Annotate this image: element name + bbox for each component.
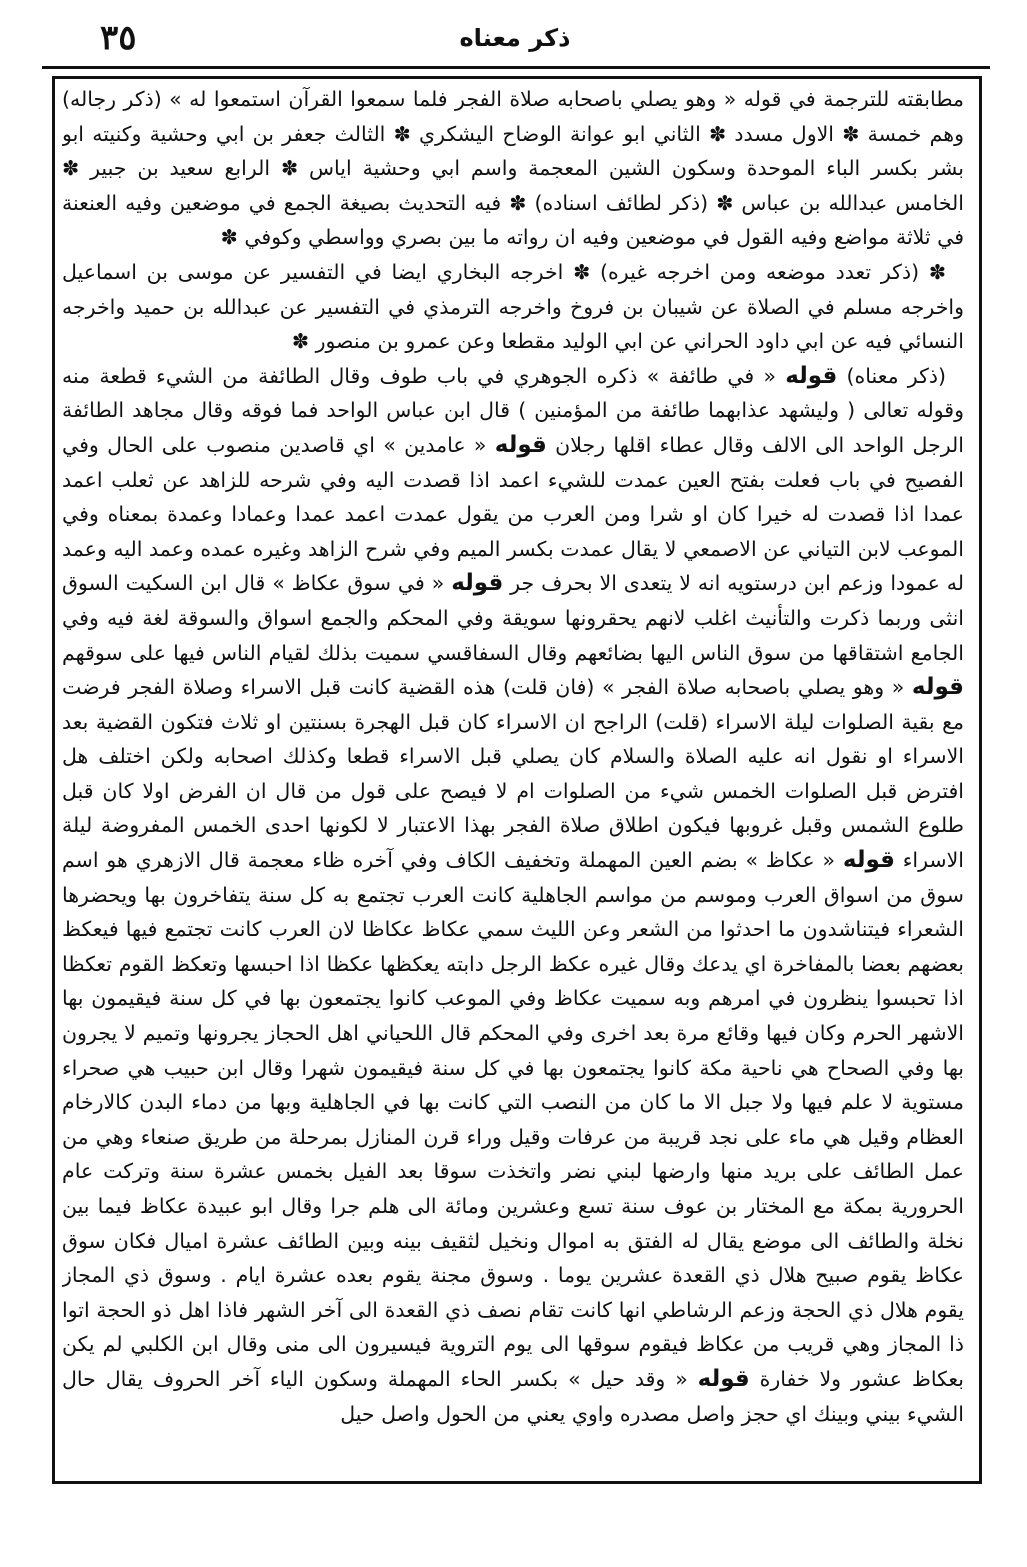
text-segment: (ذكر معناه) (837, 363, 946, 388)
header-rule (42, 66, 990, 69)
lemma-keyword: قوله (911, 674, 964, 701)
text-segment: « في سوق عكاظ » قال ابن السكيت السوق انثى وربما ذكرت والتأنيث اغلب لانهم يحقرونها سويقة وفي المحكم والجمع اسواق والسوقة لغة فيه وفي الجامع اشتقاقها من سوق الناس اليها بضائعهم وقال السفاقسي سميت بذلك لقيام الناس فيها على سوقهم (62, 571, 964, 665)
lemma-keyword: قوله (697, 1365, 750, 1392)
text-segment: « وهو يصلي باصحابه صلاة الفجر » (فان قلت) هذه القضية كانت قبل الاسراء وصلاة الفجر فرضت مع بقية الصلوات ليلة الاسراء (قلت) الراجح ان الاسراء كان قبل الهجرة بسنتين او ثلاث فتكون القضية بعد الاسراء او نقول انه عليه الصلاة والسلام كان يصلي قبل الاسراء قطعا وكذلك اصحابه ولكن اختلف هل افترض قبل الصلوات الخمس شيء من الصلوات ام لا فيصح على قول من قال ان الفرض اولا كان قبل طلوع الشمس وقبل غروبها فيكون اطلاق صلاة الفجر بهذا الاعتبار لا لكونها احدى الخمس المفروضة ليلة الاسراء (62, 675, 964, 873)
text-segment: ✽ (ذكر تعدد موضعه ومن اخرجه غيره) ✽ اخرجه البخاري ايضا في التفسير عن موسى بن اسماعيل واخرجه مسلم في الصلاة عن شيبان بن فروخ واخرجه الترمذي في التفسير عن عبدالله بن حميد واخرجه النسائي فيه عن ابي داود الحراني عن ابي الوليد مقطعا وعن عمرو بن منصور ✽ (62, 259, 964, 354)
lemma-keyword: قوله (494, 431, 547, 458)
text-segment: « وقد حيل » بكسر الحاء المهملة وسكون الياء آخر الحروف يقال حال الشيء بيني وبينك اي حجز واصل مصدره واوي يعني من الحول واصل حيل (62, 1366, 964, 1426)
commentary-text-body (62, 82, 964, 1482)
lemma-keyword: قوله (842, 847, 895, 874)
lemma-keyword: قوله (451, 570, 504, 597)
text-segment: « في طائفة » ذكره الجوهري في باب طوف وقال الطائفة من الشيء قطعة منه وقوله تعالى ( وليشهد عذابهما طائفة من المؤمنين ) قال ابن عباس الواحد فما فوقه وقال مجاهد الطائفة الرجل الواحد الى الالف وقال عطاء اقلها رجلان (62, 363, 964, 457)
lemma-keyword: قوله (785, 362, 838, 389)
text-segment: « عكاظ » بضم العين المهملة وتخفيف الكاف وفي آخره ظاء معجمة قال الازهري هو اسم سوق من اسواق العرب وموسم من مواسم الجاهلية كانت العرب تجتمع به كل سنة يتفاخرون بها ويحضرها الشعراء فيتناشدون ما احدثوا من الشعر وعن الليث سمي عكاظ عكاظا لان العرب كانت تجتمع فيها فيعكظ بعضهم بعضا بالمفاخرة اي يدعك وقال غيره عكظ الرجل دابته يعكظها عكظا اذا احبسها وتعكظ القوم تعكظا اذا تحبسوا ينظرون في امرهم وبه سميت عكاظ وفي الموعب كانوا يجتمعون بها في كل سنة فيقيمون بها الاشهر الحرم وكان فيها وقائع مرة بعد اخرى وفي المحكم قال اللحياني اهل الحجاز يجرونها وتميم لا يجرون بها وفي الصحاح هي ناحية مكة كانوا يجتمعون بها في كل سنة فيقيمون شهرا وقال ابن حبيب هي صحراء مستوية لا علم فيها ولا جبل الا ما كان من النصب التي كانت بها في الجاهلية وبها من دماء البدن كالارخام العظام وقيل هي ماء على نجد قريبة من عرفات وقيل وراء قرن المنازل بمرحلة من طريق صنعاء وهي من عمل الطائف على بريد منها وارضها لبني نضر واتخذت سوقا بعد الفيل بخمس عشرة سنة وتركت عام الحرورية بمكة مع المختار بن عوف سنة تسع وعشرين ومائة الى هلم جرا وقال ابو عبيدة عكاظ فيما بين نخلة والطائف الى موضع يقال له الفتق به اموال ونخيل لثقيف بينه وبين الطائف عشرة اميال فكان سوق عكاظ يقوم صبيح هلال ذي القعدة عشرين يوما . وسوق مجنة يقوم بعده عشرة ايام . وسوق ذي المجاز يقوم هلال ذي الحجة وزعم الرشاطي انها كانت تقام نصف ذي القعدة الى آخر الشهر فاذا اهل ذو الحجة اتوا ذا المجاز وهي قريب من عكاظ فيقوم سوقها الى يوم التروية فيسيرون الى منى وقال ابن الكلبي لم يكن بعكاظ عشور ولا خفارة (62, 848, 964, 1391)
text-segment: « عامدين » اي قاصدين منصوب على الحال وفي الفصيح في باب فعلت بفتح العين عمدت للشيء اعمد اذا قصدت اليه وفي شرحه للزاهد عن ثعلب اعمد عمدا اذا قصدت له خيرا كان او شرا ومن العرب من يقول عمدت اعمد عمدا وعمادا وعمدة بمعناه وفي الموعب لابن التياني عن الاصمعي لا يقال عمدت بكسر الميم وفي شرح الزاهد وغيره عمده وعمد اليه وعمد له عمودا وزعم ابن درستويه انه لا يتعدى الا بحرف جر (62, 432, 964, 596)
running-title: ذكر معناه (459, 24, 571, 52)
text-segment: مطابقته للترجمة في قوله « وهو يصلي باصحابه صلاة الفجر فلما سمعوا القرآن استمعوا له » (ذكر رجاله) وهم خمسة ✽ الاول مسدد ✽ الثاني ابو عوانة الوضاح اليشكري ✽ الثالث جعفر بن ابي وحشية وكنيته ابو بشر بكسر الباء الموحدة وسكون الشين المعجمة واسم ابي وحشية اياس ✽ الرابع سعيد بن جبير ✽ الخامس عبدالله بن عباس ✽ (ذكر لطائف اسناده) ✽ فيه التحديث بصيغة الجمع في موضعين وفيه العنعنة في ثلاثة مواضع وفيه القول في موضعين وفيه ان رواته ما بين بصري وواسطي وكوفي ✽ (62, 87, 964, 250)
paragraph (62, 82, 964, 255)
page-header (40, 18, 990, 62)
paragraph (62, 359, 964, 1431)
paragraph (62, 255, 964, 359)
page-number: ٣٥ (100, 18, 137, 58)
